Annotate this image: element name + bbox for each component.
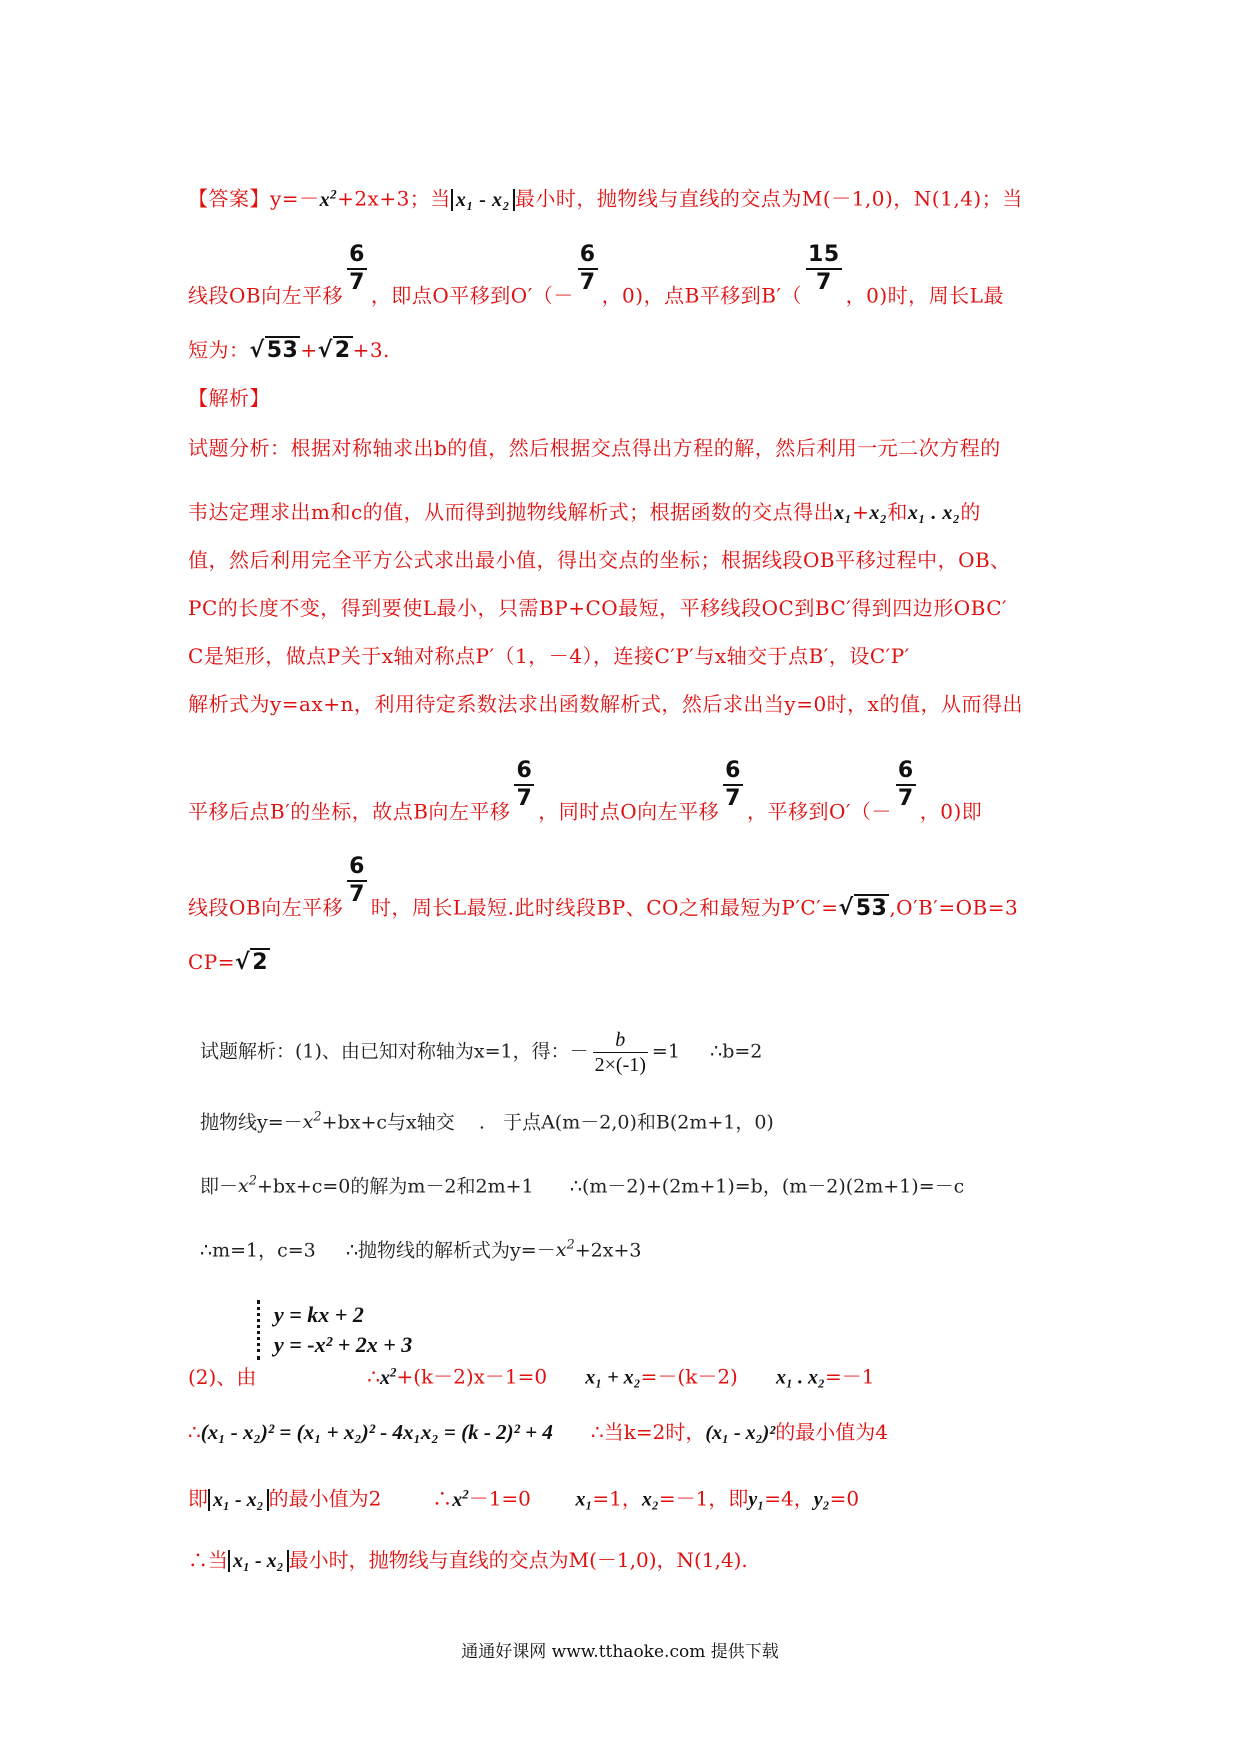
fraction-6-7: $\frac{6}{7}$ — [897, 758, 914, 811]
fraction-6-7: $\frac{6}{7}$ — [516, 758, 533, 811]
part2-line-1: (2)、由 $\therefore x^2+(k-2)x-1=0$ x₁ + x₂=－(k－2) x₁ . x₂=－1 — [188, 1364, 875, 1389]
sqrt-53: √53 — [249, 338, 299, 363]
formula-x1: x₁ — [575, 1488, 593, 1511]
fraction-6-7: $\frac{6}{7}$ — [579, 242, 596, 295]
analysis-paragraph-line: PC的长度不变，得到要使L最小，只需BP+CO最短，平移线段OC到BC′得到四边形OBC′ — [188, 596, 1008, 620]
analysis-paragraph-line: 线段OB向左平移 $\frac{6}{7}$ 时，周长L最短.此时线段BP、CO之和最短为P′C′=√53 ,O′B′=OB=3 — [188, 854, 1019, 921]
part2-line-3: 即 x₁ - x₂ 的最小值为2 $\therefore x^2-1=0$ x₁=1，x₂=－1，即y₁=4，y₂=0 — [188, 1486, 860, 1511]
formula-abs-diff: x₁ - x₂ — [208, 1489, 269, 1511]
system-equation-2: y = -x² + 2x + 3 — [274, 1332, 413, 1357]
answer-label: 【答案】 — [188, 186, 270, 211]
analysis-paragraph-line: C是矩形，做点P关于x轴对称点P′（1，－4），连接C′P′与x轴交于点B′，设C′P′ — [188, 644, 910, 668]
fraction-6-7: $\frac{6}{7}$ — [349, 242, 365, 295]
formula-x1-dot-x2: x₁ . x₂ — [776, 1366, 825, 1389]
sqrt-2: √2 — [235, 950, 269, 975]
formula-y2: y₂ — [813, 1488, 830, 1511]
formula-x-squared: $x^2$ — [379, 1364, 397, 1389]
solution-line-3: 即$-x^2+bx+c=0$的解为m－2和2m+1 ∴(m－2)+(2m+1)=b，(m－2)(2m+1)=－c — [200, 1174, 965, 1198]
equation-system — [257, 1300, 412, 1360]
analysis-paragraph-line: 解析式为y=ax+n，利用待定系数法求出函数解析式，然后求出当y=0时，x的值，从而得出 — [188, 692, 1023, 716]
formula-x-squared: $x^2$ — [452, 1486, 469, 1511]
analysis-label: 【解析】 — [188, 386, 270, 410]
analysis-paragraph-line: 韦达定理求出m和c的值，从而得到抛物线解析式；根据函数的交点得出x₁+x₂和x₁ . x₂的 — [188, 500, 981, 524]
page-footer: 通通好课网 www.tthaoke.com 提供下载 — [461, 1642, 779, 1662]
formula-square-identity: (x₁ - x₂)² = (x₁ + x₂)² - 4x₁x₂ = (k - 2)² + 4 — [200, 1420, 553, 1444]
formula-diff-squared: (x₁ - x₂)² — [705, 1422, 776, 1444]
formula-y1: y₁ — [748, 1488, 765, 1511]
analysis-paragraph-line: 试题分析：根据对称轴求出b的值，然后根据交点得出方程的解，然后利用一元二次方程的 — [188, 436, 1001, 460]
fraction-6-7: $\frac{6}{7}$ — [725, 758, 741, 811]
answer-line-1: 【答案】$y=-x^2+2x+3$；当 x₁ - x₂ 最小时，抛物线与直线的交点为M(－1,0)，N(1,4)；当 — [188, 186, 1023, 211]
formula-x2: x₂ — [869, 502, 888, 524]
formula-x1-plus-x2: x₁ + x₂ — [585, 1366, 641, 1389]
analysis-paragraph-line: CP=√2 — [188, 950, 269, 975]
analysis-paragraph-line: 平移后点B′的坐标，故点B向左平移 $\frac{6}{7}$ ，同时点O向左平移 $\frac{6}{7}$ ，平移到O′（－ $\frac{6}{7}$ ，0)即 — [188, 758, 983, 824]
system-equation-1: y = kx + 2 — [274, 1302, 364, 1327]
fraction-15-7: $\frac{15}{7}$ — [808, 242, 840, 295]
solution-line-2: 抛物线$y=-x^2+bx+c$与x轴交 . 于点A(m－2,0)和B(2m+1，0) — [200, 1110, 774, 1134]
solution-line-1: 试题解析：(1)、由已知对称轴为x=1，得：－ $\frac{b}{2\times(-1)}$ =1 ∴b=2 — [200, 1029, 763, 1076]
answer-line-3: 短为：√53 +√2 +3. — [188, 338, 390, 363]
formula-x-squared: $x^2$ — [319, 186, 338, 211]
formula-x1-dot-x2: x₁ . x₂ — [907, 502, 961, 524]
formula-abs-diff: x₁ - x₂ — [228, 1550, 289, 1572]
answer-line-2: 线段OB向左平移 $\frac{6}{7}$ ，即点O平移到O′（－ $\frac{6}{7}$ ，0)，点B平移到B′（ $\frac{15}{7}$ ，0)时，周长L最 — [188, 242, 1004, 308]
formula-x1: x₁ — [834, 502, 853, 524]
sqrt-2: √2 — [317, 338, 351, 363]
formula-abs-diff: x₁ - x₂ — [451, 189, 515, 211]
fraction-b-over-2x-1: $\frac{b}{2\times(-1)}$ — [594, 1029, 646, 1076]
analysis-paragraph-line: 值，然后利用完全平方公式求出最小值，得出交点的坐标；根据线段OB平移过程中，OB、 — [188, 548, 1011, 572]
solution-line-4: ∴m=1，c=3 ∴抛物线的解析式为$y=-x^2+2x+3$ — [200, 1238, 642, 1262]
fraction-6-7: $\frac{6}{7}$ — [349, 854, 365, 907]
sqrt-53: √53 — [838, 895, 888, 921]
formula-x2: x₂ — [641, 1488, 659, 1511]
part2-line-4: ∴当 x₁ - x₂ 最小时，抛物线与直线的交点为M(－1,0)，N(1,4). — [188, 1548, 748, 1572]
part2-line-2: ∴(x₁ - x₂)² = (x₁ + x₂)² - 4x₁x₂ = (k - 2)² + 4 ∴当k=2时，(x₁ - x₂)²的最小值为4 — [188, 1420, 888, 1444]
